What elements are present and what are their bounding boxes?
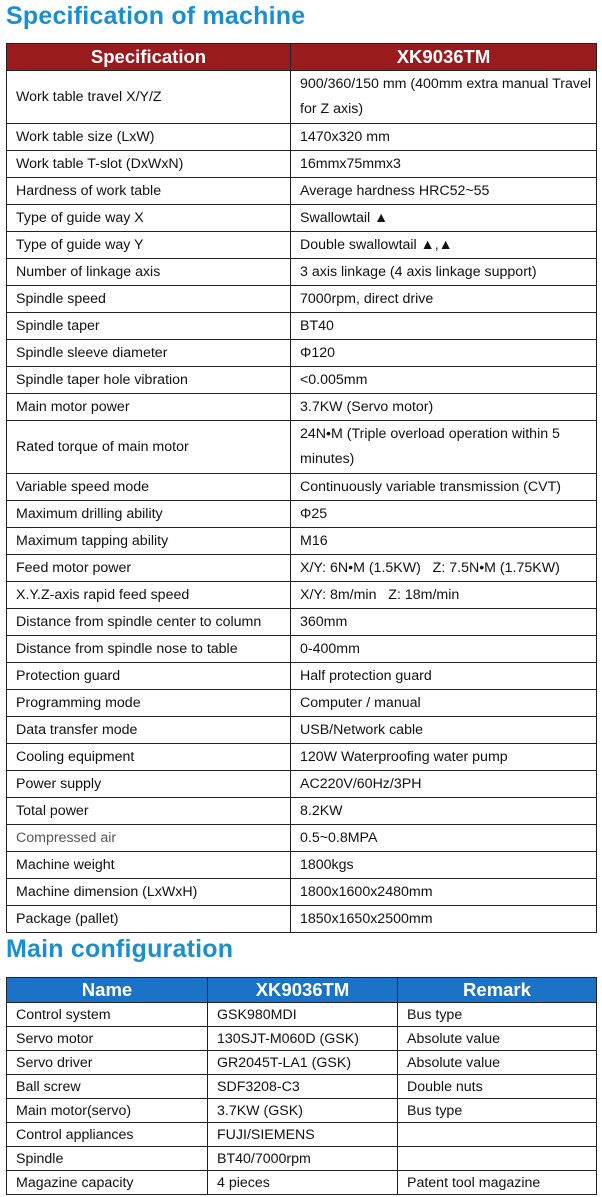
- config-row: [7, 1147, 597, 1171]
- config-model-cell: GR2045T-LA1 (GSK): [208, 1051, 398, 1075]
- config-model-cell: 130SJT-M060D (GSK): [208, 1027, 398, 1051]
- spec-value-cell: 0-400mm: [291, 636, 597, 663]
- config-header-model: XK9036TM: [208, 978, 398, 1003]
- spec-row: [7, 879, 597, 906]
- spec-value-cell: 0.5~0.8MPA: [291, 825, 597, 852]
- config-name-cell: Main motor(servo): [7, 1099, 208, 1123]
- spec-value-cell: 3 axis linkage (4 axis linkage support): [291, 259, 597, 286]
- spec-row: [7, 124, 597, 151]
- spec-row: [7, 663, 597, 690]
- spec-row: [7, 906, 597, 933]
- spec-name-cell: Work table travel X/Y/Z: [7, 71, 291, 124]
- spec-value-cell: 900/360/150 mm (400mm extra manual Travel for Z axis): [291, 71, 597, 124]
- config-name-cell: Servo motor: [7, 1027, 208, 1051]
- spec-row: [7, 340, 597, 367]
- config-header-row: [7, 978, 597, 1003]
- spec-name-cell: Maximum tapping ability: [7, 528, 291, 555]
- spec-row: [7, 528, 597, 555]
- spec-name-cell: Work table size (LxW): [7, 124, 291, 151]
- spec-value-cell: Φ120: [291, 340, 597, 367]
- spec-row: [7, 744, 597, 771]
- spec-row: [7, 636, 597, 663]
- spec-row: [7, 852, 597, 879]
- spec-name-cell: Type of guide way X: [7, 205, 291, 232]
- spec-row: [7, 394, 597, 421]
- spec-value-cell: 1850x1650x2500mm: [291, 906, 597, 933]
- config-remark-cell: [398, 1147, 597, 1171]
- spec-value-cell: 24N•M (Triple overload operation within 5 minutes): [291, 421, 597, 474]
- spec-name-cell: Main motor power: [7, 394, 291, 421]
- spec-section-title: Specification of machine: [6, 2, 306, 30]
- spec-name-cell: Package (pallet): [7, 906, 291, 933]
- spec-name-cell: Data transfer mode: [7, 717, 291, 744]
- spec-row: [7, 313, 597, 340]
- config-row: [7, 1099, 597, 1123]
- spec-row: [7, 151, 597, 178]
- config-model-cell: BT40/7000rpm: [208, 1147, 398, 1171]
- config-section-title: Main configuration: [6, 935, 234, 963]
- spec-header-row: [7, 44, 597, 71]
- spec-name-cell: Type of guide way Y: [7, 232, 291, 259]
- config-model-cell: 3.7KW (GSK): [208, 1099, 398, 1123]
- spec-value-cell: Computer / manual: [291, 690, 597, 717]
- spec-value-cell: 360mm: [291, 609, 597, 636]
- config-header-name: Name: [7, 978, 208, 1003]
- spec-row: [7, 690, 597, 717]
- config-header-remark: Remark: [398, 978, 597, 1003]
- spec-name-cell: Power supply: [7, 771, 291, 798]
- config-model-cell: GSK980MDI: [208, 1003, 398, 1027]
- config-name-cell: Spindle: [7, 1147, 208, 1171]
- spec-value-cell: Average hardness HRC52~55: [291, 178, 597, 205]
- spec-row: [7, 232, 597, 259]
- spec-value-cell: 1470x320 mm: [291, 124, 597, 151]
- config-row: [7, 1171, 597, 1195]
- spec-row: [7, 421, 597, 474]
- spec-name-cell: Work table T-slot (DxWxN): [7, 151, 291, 178]
- config-model-cell: SDF3208-C3: [208, 1075, 398, 1099]
- spec-value-cell: AC220V/60Hz/3PH: [291, 771, 597, 798]
- spec-value-cell: Swallowtail ▲: [291, 205, 597, 232]
- spec-name-cell: Rated torque of main motor: [7, 421, 291, 474]
- config-row: [7, 1123, 597, 1147]
- spec-value-cell: X/Y: 6N•M (1.5KW) Z: 7.5N•M (1.75KW): [291, 555, 597, 582]
- spec-value-cell: X/Y: 8m/min Z: 18m/min: [291, 582, 597, 609]
- config-name-cell: Control system: [7, 1003, 208, 1027]
- spec-name-cell: Hardness of work table: [7, 178, 291, 205]
- config-row: [7, 1051, 597, 1075]
- config-name-cell: Ball screw: [7, 1075, 208, 1099]
- config-name-cell: Magazine capacity: [7, 1171, 208, 1195]
- spec-name-cell: Spindle taper hole vibration: [7, 367, 291, 394]
- spec-row: [7, 367, 597, 394]
- spec-name-cell: Programming mode: [7, 690, 291, 717]
- configuration-table: [6, 977, 597, 1195]
- spec-name-cell: Spindle speed: [7, 286, 291, 313]
- spec-name-cell: Machine dimension (LxWxH): [7, 879, 291, 906]
- spec-name-cell: X.Y.Z-axis rapid feed speed: [7, 582, 291, 609]
- spec-name-cell: Number of linkage axis: [7, 259, 291, 286]
- spec-name-cell: Total power: [7, 798, 291, 825]
- config-model-cell: 4 pieces: [208, 1171, 398, 1195]
- spec-value-cell: 1800kgs: [291, 852, 597, 879]
- spec-row: [7, 286, 597, 313]
- spec-name-cell: Compressed air: [7, 825, 291, 852]
- spec-value-cell: M16: [291, 528, 597, 555]
- spec-row: [7, 555, 597, 582]
- config-remark-cell: Patent tool magazine: [398, 1171, 597, 1195]
- spec-row: [7, 205, 597, 232]
- config-model-cell: FUJI/SIEMENS: [208, 1123, 398, 1147]
- config-name-cell: Servo driver: [7, 1051, 208, 1075]
- config-remark-cell: Absolute value: [398, 1051, 597, 1075]
- spec-value-cell: 120W Waterproofing water pump: [291, 744, 597, 771]
- config-row: [7, 1003, 597, 1027]
- spec-value-cell: 16mmx75mmx3: [291, 151, 597, 178]
- config-row: [7, 1027, 597, 1051]
- spec-value-cell: 1800x1600x2480mm: [291, 879, 597, 906]
- spec-value-cell: 7000rpm, direct drive: [291, 286, 597, 313]
- config-remark-cell: Bus type: [398, 1099, 597, 1123]
- spec-row: [7, 178, 597, 205]
- spec-name-cell: Spindle sleeve diameter: [7, 340, 291, 367]
- spec-name-cell: Distance from spindle center to column: [7, 609, 291, 636]
- spec-name-cell: Distance from spindle nose to table: [7, 636, 291, 663]
- config-remark-cell: Absolute value: [398, 1027, 597, 1051]
- config-row: [7, 1075, 597, 1099]
- config-name-cell: Control appliances: [7, 1123, 208, 1147]
- config-remark-cell: [398, 1123, 597, 1147]
- spec-row: [7, 771, 597, 798]
- spec-name-cell: Protection guard: [7, 663, 291, 690]
- config-remark-cell: Bus type: [398, 1003, 597, 1027]
- spec-row: [7, 717, 597, 744]
- spec-row: [7, 609, 597, 636]
- spec-value-cell: USB/Network cable: [291, 717, 597, 744]
- spec-name-cell: Cooling equipment: [7, 744, 291, 771]
- spec-name-cell: Variable speed mode: [7, 474, 291, 501]
- spec-row: [7, 71, 597, 124]
- spec-header-model: XK9036TM: [291, 44, 597, 71]
- spec-row: [7, 798, 597, 825]
- spec-value-cell: <0.005mm: [291, 367, 597, 394]
- config-remark-cell: Double nuts: [398, 1075, 597, 1099]
- spec-row: [7, 474, 597, 501]
- spec-value-cell: Φ25: [291, 501, 597, 528]
- spec-value-cell: 3.7KW (Servo motor): [291, 394, 597, 421]
- specification-table: [6, 43, 597, 933]
- spec-row: [7, 825, 597, 852]
- spec-name-cell: Maximum drilling ability: [7, 501, 291, 528]
- spec-row: [7, 259, 597, 286]
- spec-header-specification: Specification: [7, 44, 291, 71]
- spec-value-cell: Double swallowtail ▲,▲: [291, 232, 597, 259]
- spec-name-cell: Spindle taper: [7, 313, 291, 340]
- spec-value-cell: Half protection guard: [291, 663, 597, 690]
- spec-name-cell: Feed motor power: [7, 555, 291, 582]
- spec-value-cell: BT40: [291, 313, 597, 340]
- spec-row: [7, 582, 597, 609]
- spec-row: [7, 501, 597, 528]
- spec-value-cell: 8.2KW: [291, 798, 597, 825]
- spec-name-cell: Machine weight: [7, 852, 291, 879]
- spec-value-cell: Continuously variable transmission (CVT): [291, 474, 597, 501]
